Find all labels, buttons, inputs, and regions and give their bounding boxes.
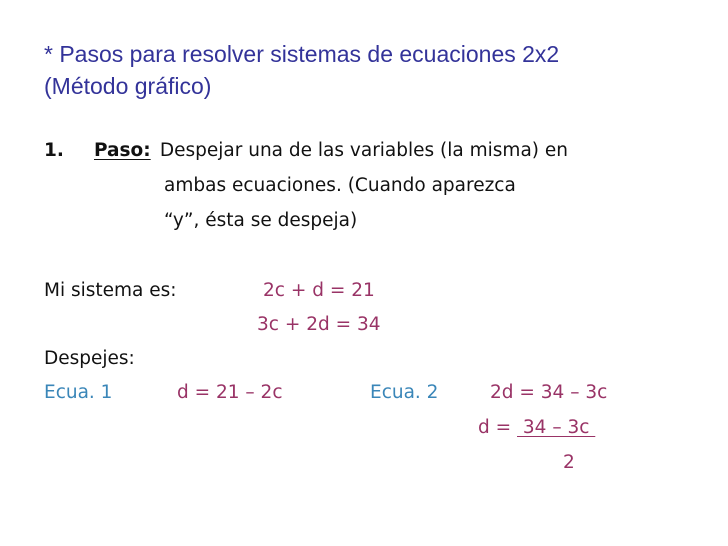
equation-2-result [478, 416, 595, 440]
equation-2-label: Ecua. 2 [370, 382, 439, 403]
system-equation-2: 3c + 2d = 34 [257, 314, 381, 335]
system-equation-1: 2c + d = 21 [263, 280, 375, 301]
step-number: 1. [44, 140, 64, 161]
step-label: Paso: [94, 140, 151, 161]
equation-2-denominator: 2 [563, 452, 575, 473]
system-label: Mi sistema es: [44, 280, 177, 301]
clears-label: Despejes: [44, 348, 135, 369]
equation-2-step: 2d = 34 – 3c [490, 382, 608, 403]
equation-1-label: Ecua. 1 [44, 382, 113, 403]
step-text-line2: ambas ecuaciones. (Cuando aparezca [164, 175, 516, 196]
equation-1-result: d = 21 – 2c [177, 382, 283, 403]
step-text-line1: Despejar una de las variables (la misma) en [154, 140, 568, 161]
equation-2-numerator: 34 – 3c [517, 417, 596, 438]
step-text-line3: “y”, ésta se despeja) [164, 210, 358, 231]
equation-2-d: d = [478, 417, 518, 438]
slide-title-line2: (Método gráfico) [44, 73, 212, 99]
slide-title-line1: * Pasos para resolver sistemas de ecuaciones 2x2 [44, 41, 560, 67]
